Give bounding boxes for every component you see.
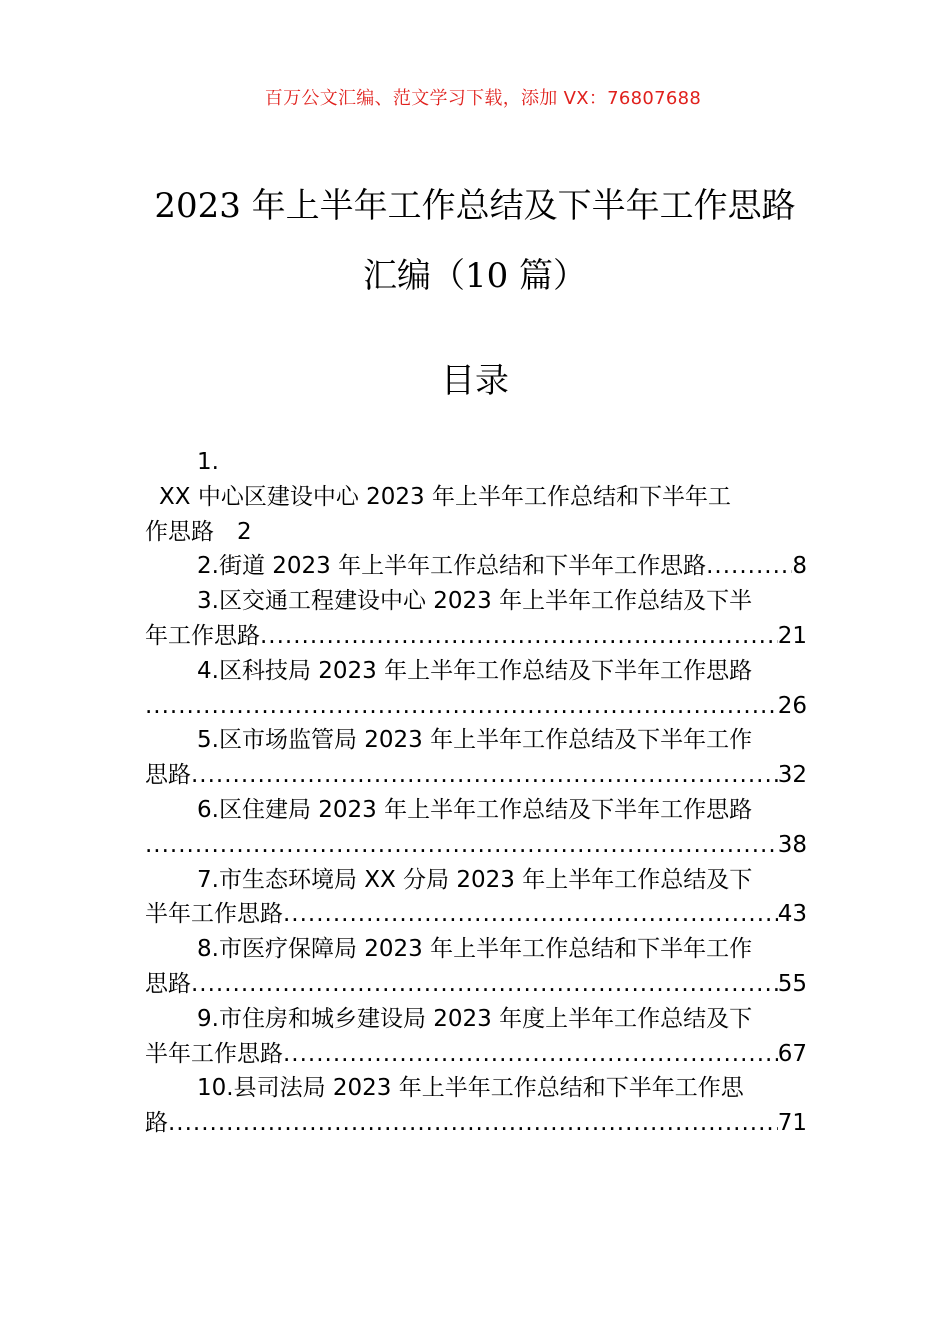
toc-entry xyxy=(145,584,807,654)
toc-entry-title-line-2: 路 xyxy=(145,1110,168,1137)
toc-entry-title-line-2: 半年工作思路 xyxy=(145,901,283,928)
toc-entry xyxy=(145,1071,807,1141)
toc-entry-page: 43 xyxy=(777,901,807,928)
toc-entry-title-line-1: 7.市生态环境局 XX 分局 2023 年上半年工作总结及下 xyxy=(197,866,753,893)
table-of-contents xyxy=(145,445,807,1141)
toc-item-1-number: 1. xyxy=(197,449,219,475)
header-note: 百万公文汇编、范文学习下载，添加 VX：76807688 xyxy=(264,88,702,109)
toc-entry-page: 55 xyxy=(777,970,807,997)
toc-heading: 目录 xyxy=(441,361,509,401)
toc-entry-page: 71 xyxy=(777,1110,807,1137)
toc-entry-title-line-1: 9.市住房和城乡建设局 2023 年度上半年工作总结及下 xyxy=(197,1005,753,1032)
toc-entry xyxy=(145,932,807,1002)
toc-leader-dots xyxy=(283,1037,778,1072)
toc-entry-title-line-1: 8.市医疗保障局 2023 年上半年工作总结和下半年工作 xyxy=(197,936,753,963)
toc-entry-title-line-2: 半年工作思路 xyxy=(145,1040,283,1067)
toc-entry-title-line-1: 6.区住建局 2023 年上半年工作总结及下半年工作思路 xyxy=(197,796,753,823)
toc-leader-dots xyxy=(260,619,778,654)
toc-entry-page: 67 xyxy=(777,1040,807,1067)
toc-entry-title-line-2: 思路 xyxy=(145,970,191,997)
toc-leader-dots xyxy=(191,967,778,1002)
document-title-line-2: 汇编（10 篇） xyxy=(362,256,588,296)
toc-leader-dots xyxy=(145,828,778,863)
toc-entry xyxy=(145,723,807,793)
toc-entry xyxy=(145,793,807,863)
toc-leader-dots xyxy=(706,549,792,584)
toc-entry-title-line-1: 4.区科技局 2023 年上半年工作总结及下半年工作思路 xyxy=(197,657,753,684)
toc-entry-page: 26 xyxy=(777,692,807,719)
toc-leader-dots xyxy=(145,689,778,724)
toc-entry-page: 21 xyxy=(777,622,807,649)
toc-leader-dots xyxy=(283,897,778,932)
toc-entry-page: 38 xyxy=(777,831,807,858)
toc-item-1-line-1: XX 中心区建设中心 2023 年上半年工作总结和下半年工 xyxy=(159,483,731,510)
toc-entry-title-line-2: 思路 xyxy=(145,762,191,789)
toc-entry xyxy=(145,863,807,933)
toc-entry-title: 2.街道 2023 年上半年工作总结和下半年工作思路 xyxy=(197,553,707,580)
toc-entry-title-line-1: 3.区交通工程建设中心 2023 年上半年工作总结及下半 xyxy=(197,588,753,615)
toc-item-1-line-2: 作思路 2 xyxy=(145,518,252,545)
toc-entry xyxy=(145,1002,807,1072)
toc-entry xyxy=(145,654,807,724)
document-title-line-1: 2023 年上半年工作总结及下半年工作思路 xyxy=(154,186,796,226)
toc-entry-title-line-2: 年工作思路 xyxy=(145,622,260,649)
toc-entry xyxy=(145,549,807,584)
toc-entry-page: 8 xyxy=(792,553,807,580)
toc-entry-title-line-1: 10.县司法局 2023 年上半年工作总结和下半年工作思 xyxy=(197,1075,744,1102)
toc-entry-page: 32 xyxy=(777,762,807,789)
toc-leader-dots xyxy=(168,1106,778,1141)
toc-leader-dots xyxy=(191,758,778,793)
toc-entry-title-line-1: 5.区市场监管局 2023 年上半年工作总结及下半年工作 xyxy=(197,727,753,754)
